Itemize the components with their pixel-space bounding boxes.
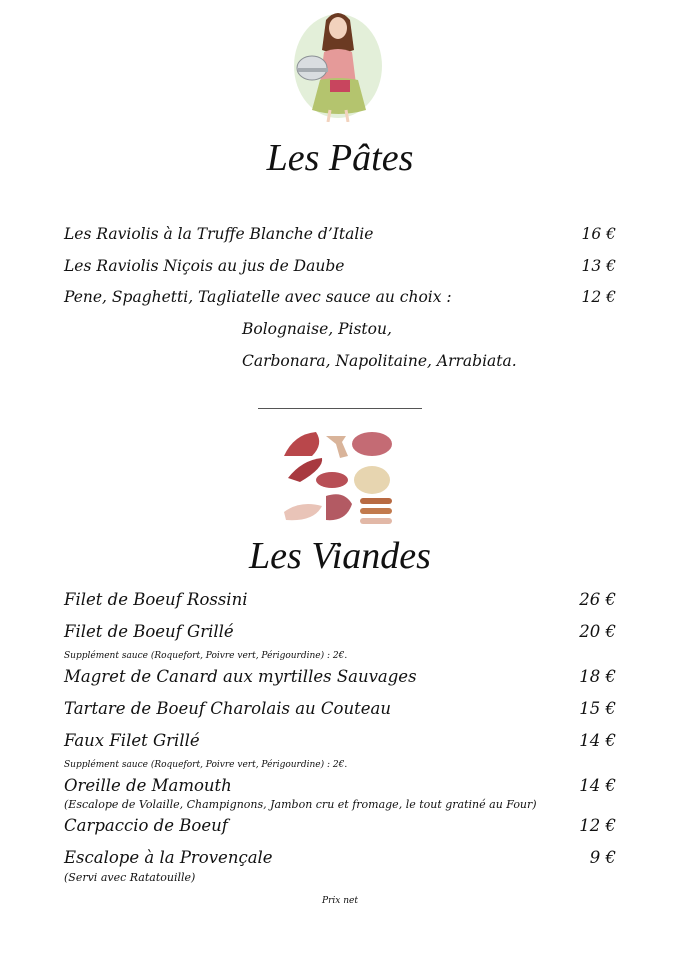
meats-illustration	[280, 426, 400, 530]
item-price: 14 €	[579, 776, 616, 795]
item-description: (Servi avec Ratatouille)	[64, 871, 196, 884]
item-price: 14 €	[579, 731, 616, 750]
item-price: 18 €	[579, 667, 616, 686]
sauce-options-line-2: Carbonara, Napolitaine, Arrabiata.	[242, 352, 517, 370]
item-name: Faux Filet Grillé	[64, 731, 200, 750]
item-name: Filet de Boeuf Rossini	[64, 590, 248, 609]
item-name: Oreille de Mamouth	[64, 776, 232, 795]
waitress-illustration	[286, 6, 386, 122]
section-divider	[258, 408, 422, 409]
footer-prix-net: Prix net	[322, 896, 358, 906]
item-description: (Escalope de Volaille, Champignons, Jambon cru et fromage, le tout gratiné au Four)	[64, 798, 537, 811]
sauce-options-line-1: Bolognaise, Pistou,	[242, 320, 392, 338]
item-price: 13 €	[581, 257, 616, 275]
item-name: Les Raviolis à la Truffe Blanche d’Italie	[64, 225, 374, 243]
item-price: 12 €	[581, 288, 616, 306]
viandes-title: Les Viandes	[249, 535, 431, 577]
item-price: 12 €	[579, 816, 616, 835]
sauce-supplement-note: Supplément sauce (Roquefort, Poivre vert, Périgourdine) : 2€.	[64, 651, 348, 661]
item-name: Pene, Spaghetti, Tagliatelle avec sauce au choix :	[64, 288, 452, 306]
item-name: Carpaccio de Boeuf	[64, 816, 228, 835]
item-price: 20 €	[579, 622, 616, 641]
item-name: Escalope à la Provençale	[64, 848, 273, 867]
item-name: Filet de Boeuf Grillé	[64, 622, 234, 641]
item-price: 15 €	[579, 699, 616, 718]
item-name: Magret de Canard aux myrtilles Sauvages	[64, 667, 417, 686]
item-price: 16 €	[581, 225, 616, 243]
sauce-supplement-note: Supplément sauce (Roquefort, Poivre vert, Périgourdine) : 2€.	[64, 760, 348, 770]
pates-title: Les Pâtes	[266, 137, 414, 179]
item-name: Tartare de Boeuf Charolais au Couteau	[64, 699, 391, 718]
item-price: 9 €	[589, 848, 616, 867]
item-price: 26 €	[579, 590, 616, 609]
item-name: Les Raviolis Niçois au jus de Daube	[64, 257, 345, 275]
